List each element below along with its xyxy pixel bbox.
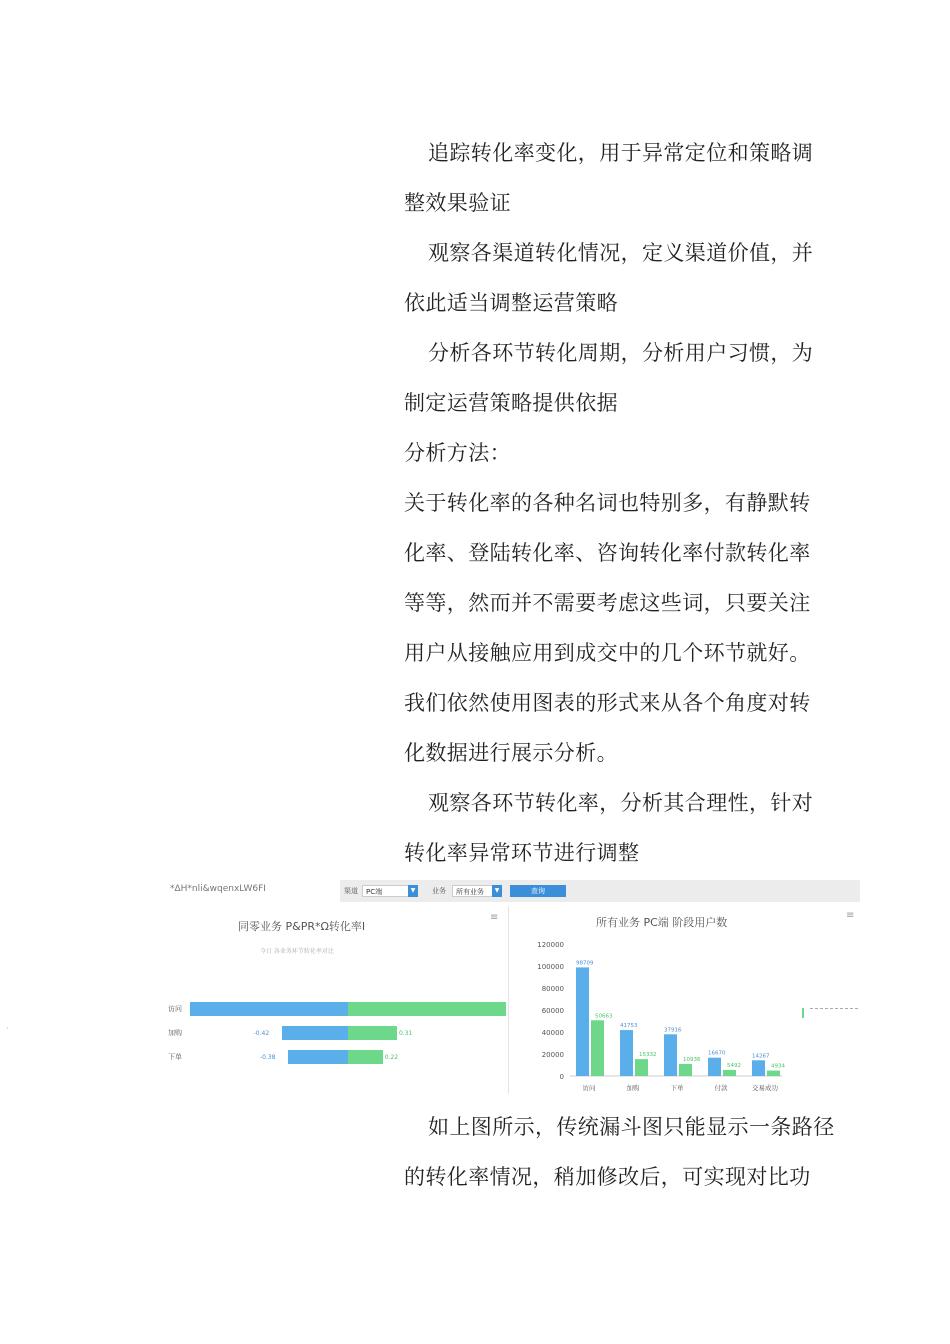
stage-users-panel [512, 904, 860, 1096]
left-panel-title: 同零业务 P&PR*Ω转化率Ⅰ [238, 920, 366, 933]
business-select-value: 所有业务 [456, 888, 484, 896]
y-tick-label: 0 [559, 1073, 564, 1081]
dashboard-figure [6, 878, 860, 1098]
bar-green [679, 1064, 692, 1076]
stage-users-bar-chart [512, 904, 855, 1094]
text-line: 整效果验证 [404, 191, 511, 215]
menu-icon[interactable]: ≡ [846, 910, 855, 921]
channel-label: 渠道 [344, 887, 358, 895]
bar-green [723, 1070, 736, 1076]
bar-blue [664, 1034, 677, 1076]
y-tick-label: 80000 [541, 985, 564, 993]
data-label: 98709 [576, 960, 594, 967]
data-label: -0.42 [253, 1030, 270, 1037]
data-label: 15332 [639, 1052, 657, 1059]
paragraphs-bottom [404, 1102, 835, 1202]
x-tick-label: 下单 [670, 1084, 684, 1092]
text-line: 制定运营策略提供依据 [404, 391, 618, 415]
bar-blue [282, 1026, 348, 1040]
query-button[interactable]: 查询 [510, 885, 566, 897]
channel-select[interactable] [362, 885, 418, 897]
legend-fragment [802, 1006, 858, 1018]
bar-green [591, 1020, 604, 1076]
x-tick-label: 加购 [626, 1084, 640, 1092]
y-tick-label: 20000 [541, 1051, 564, 1059]
text-line: 化率、登陆转化率、咨询转化率付款转化率 [404, 541, 811, 565]
text-line: 观察各环节转化率，分析其合理性，针对 [428, 791, 814, 815]
panel-divider [508, 906, 509, 1094]
x-tick-label: 访问 [582, 1084, 596, 1092]
data-label: 0.22 [384, 1054, 399, 1061]
figure-caption: *ΔH*nli&wqenxLW6FI [170, 884, 266, 894]
text-line: 的转化率情况，稍加修改后，可实现对比功 [404, 1165, 811, 1189]
bar-blue [620, 1030, 633, 1076]
margin-mark: · [6, 1024, 9, 1033]
bar-green [635, 1059, 648, 1076]
bar-blue [752, 1060, 765, 1076]
data-label: 0.31 [398, 1030, 413, 1037]
x-tick-label: 付款 [714, 1084, 728, 1092]
bar-green [767, 1071, 780, 1076]
text-line: 依此适当调整运营策略 [404, 291, 618, 315]
bar-blue [708, 1058, 721, 1076]
text-line: 转化率异常环节进行调整 [404, 841, 640, 865]
chevron-down-icon: ▼ [492, 885, 502, 897]
text-line: 关于转化率的各种名词也特别多，有静默转 [404, 491, 811, 515]
text-line: 化数据进行展示分析。 [404, 741, 618, 765]
data-label: 14267 [752, 1053, 770, 1060]
paragraphs-top [404, 128, 832, 878]
data-label: 4934 [771, 1063, 785, 1070]
data-label: 10936 [683, 1056, 701, 1063]
channel-select-value: PC端 [366, 888, 383, 896]
data-label: 16670 [708, 1050, 726, 1057]
left-panel-subtitle: 今日 各业务环节转化率对比 [260, 948, 334, 955]
legend-line [810, 1008, 858, 1009]
data-label: 50663 [595, 1013, 613, 1020]
bar-blue [288, 1050, 348, 1064]
text-line: 如上图所示，传统漏斗图只能显示一条路径 [428, 1115, 835, 1139]
y-tick-label: 60000 [541, 1007, 564, 1015]
text-line: 观察各渠道转化情况，定义渠道价值，并 [428, 241, 814, 265]
bar-green [348, 1050, 383, 1064]
text-line: 分析方法： [404, 441, 511, 465]
category-label: 下单 [168, 1053, 182, 1061]
text-line: 用户从接触应用到成交中的几个环节就好。 [404, 641, 811, 665]
legend-swatch [802, 1008, 804, 1018]
menu-icon[interactable]: ≡ [490, 912, 499, 923]
category-label: 加购 [168, 1029, 182, 1037]
y-tick-label: 40000 [541, 1029, 564, 1037]
text-line: 追踪转化率变化，用于异常定位和策略调 [428, 141, 814, 165]
data-label: 41753 [620, 1023, 638, 1030]
x-tick-label: 交易成功 [752, 1084, 778, 1092]
business-select[interactable] [452, 885, 502, 897]
data-label: -0.38 [259, 1054, 276, 1061]
category-label: 访问 [168, 1005, 182, 1013]
data-label: 5492 [727, 1062, 741, 1069]
bar-blue [576, 967, 589, 1076]
text-line: 等等，然而并不需要考虑这些词，只要关注 [404, 591, 811, 615]
conversion-rate-panel [160, 904, 508, 1096]
business-label: 业务 [432, 887, 446, 895]
bar-blue [190, 1002, 348, 1016]
filter-toolbar [340, 880, 860, 902]
right-panel-title: 所有业务 PC端 阶段用户数 [596, 916, 728, 929]
chevron-down-icon: ▼ [408, 885, 418, 897]
text-line: 我们依然使用图表的形式来从各个角度对转 [404, 691, 811, 715]
bar-green [348, 1026, 397, 1040]
bar-green [348, 1002, 506, 1016]
y-tick-label: 100000 [537, 963, 564, 971]
y-tick-label: 120000 [537, 941, 564, 949]
data-label: 37916 [664, 1027, 682, 1034]
text-line: 分析各环节转化周期，分析用户习惯，为 [428, 341, 814, 365]
